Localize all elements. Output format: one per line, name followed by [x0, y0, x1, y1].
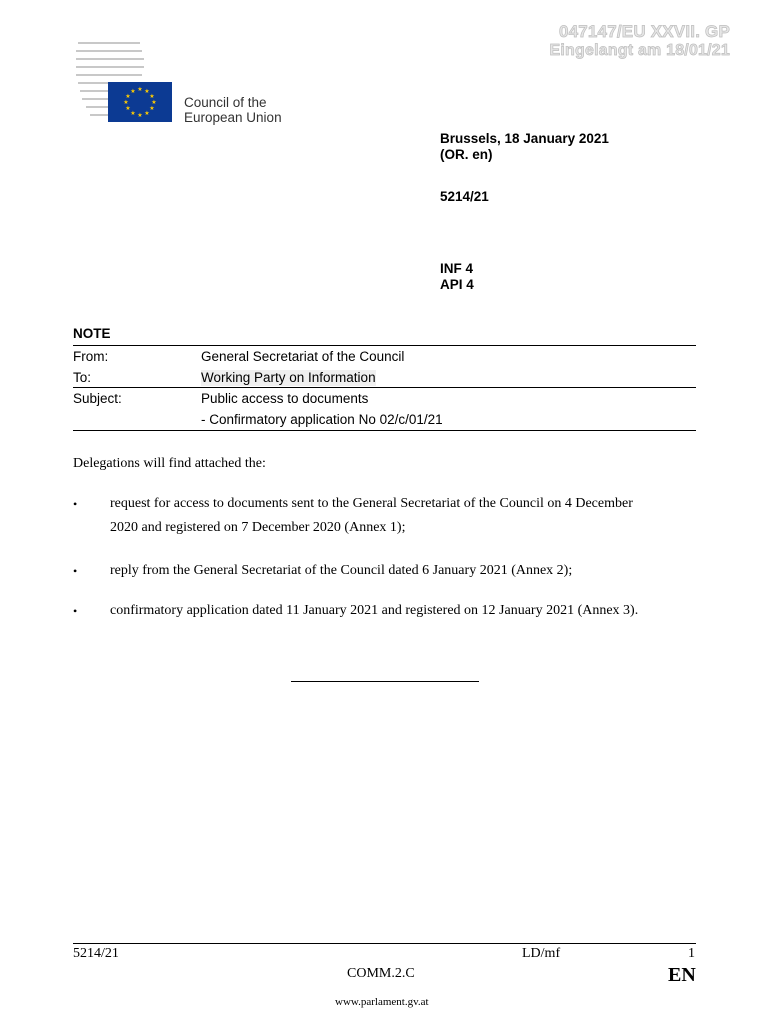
note-divider-bottom	[73, 430, 696, 431]
intro-text: Delegations will find attached the:	[73, 456, 266, 471]
footer-doc-number: 5214/21	[73, 946, 119, 961]
svg-text:★: ★	[149, 105, 155, 112]
subject-line-2: - Confirmatory application No 02/c/01/21	[201, 412, 443, 427]
svg-text:★: ★	[130, 110, 136, 117]
bullet-icon: •	[73, 564, 78, 578]
org-line-1: Council of the	[184, 95, 267, 110]
footer-divider	[73, 943, 696, 944]
org-line-2: European Union	[184, 110, 282, 125]
svg-text:★: ★	[125, 105, 131, 112]
svg-text:★: ★	[149, 93, 155, 100]
footer-language: EN	[668, 964, 696, 986]
svg-text:★: ★	[144, 110, 150, 117]
to-label: To:	[73, 370, 92, 385]
date-line: Brussels, 18 January 2021	[440, 131, 609, 146]
note-title: NOTE	[73, 326, 111, 341]
svg-text:★: ★	[151, 99, 157, 106]
svg-text:★: ★	[137, 112, 143, 119]
document-codes	[440, 261, 474, 293]
organisation-name	[184, 95, 282, 125]
bullet-icon: •	[73, 604, 78, 618]
subject-label: Subject:	[73, 391, 122, 406]
bullet-3: confirmatory application dated 11 January 2021 and registered on 12 January 2021 (Annex 3).	[110, 603, 639, 618]
note-divider-top	[73, 345, 696, 346]
bullet-icon: •	[73, 497, 78, 511]
eu-flag-icon	[108, 82, 172, 122]
svg-text:★: ★	[144, 88, 150, 95]
original-language: (OR. en)	[440, 147, 493, 162]
footer-initials: LD/mf	[522, 946, 561, 961]
document-date	[440, 131, 609, 163]
svg-text:★: ★	[125, 93, 131, 100]
svg-text:★: ★	[137, 86, 143, 93]
received-stamp-number: 047147/EU XXVII. GP	[558, 22, 730, 41]
from-label: From:	[73, 349, 109, 364]
bullet-2: reply from the General Secretariat of the Council dated 6 January 2021 (Annex 2);	[110, 563, 573, 578]
footer-page-number: 1	[688, 946, 695, 961]
svg-text:★: ★	[130, 88, 136, 95]
code-inf: INF 4	[440, 261, 474, 276]
footer-unit: COMM.2.C	[347, 966, 415, 981]
from-value: General Secretariat of the Council	[201, 349, 405, 364]
subject-line-1: Public access to documents	[201, 391, 369, 406]
bullet-1-line-1: request for access to documents sent to the General Secretariat of the Council on 4 December	[110, 496, 633, 511]
document-number: 5214/21	[440, 189, 489, 204]
code-api: API 4	[440, 277, 474, 292]
svg-text:★: ★	[123, 99, 129, 106]
received-stamp-date: Eingelangt am 18/01/21	[549, 42, 730, 59]
footer-url[interactable]: www.parlament.gv.at	[335, 996, 429, 1008]
end-separator	[291, 681, 479, 682]
to-value: Working Party on Information	[201, 370, 376, 385]
bullet-1-line-2: 2020 and registered on 7 December 2020 (Annex 1);	[110, 520, 406, 535]
note-divider-middle	[73, 387, 696, 388]
